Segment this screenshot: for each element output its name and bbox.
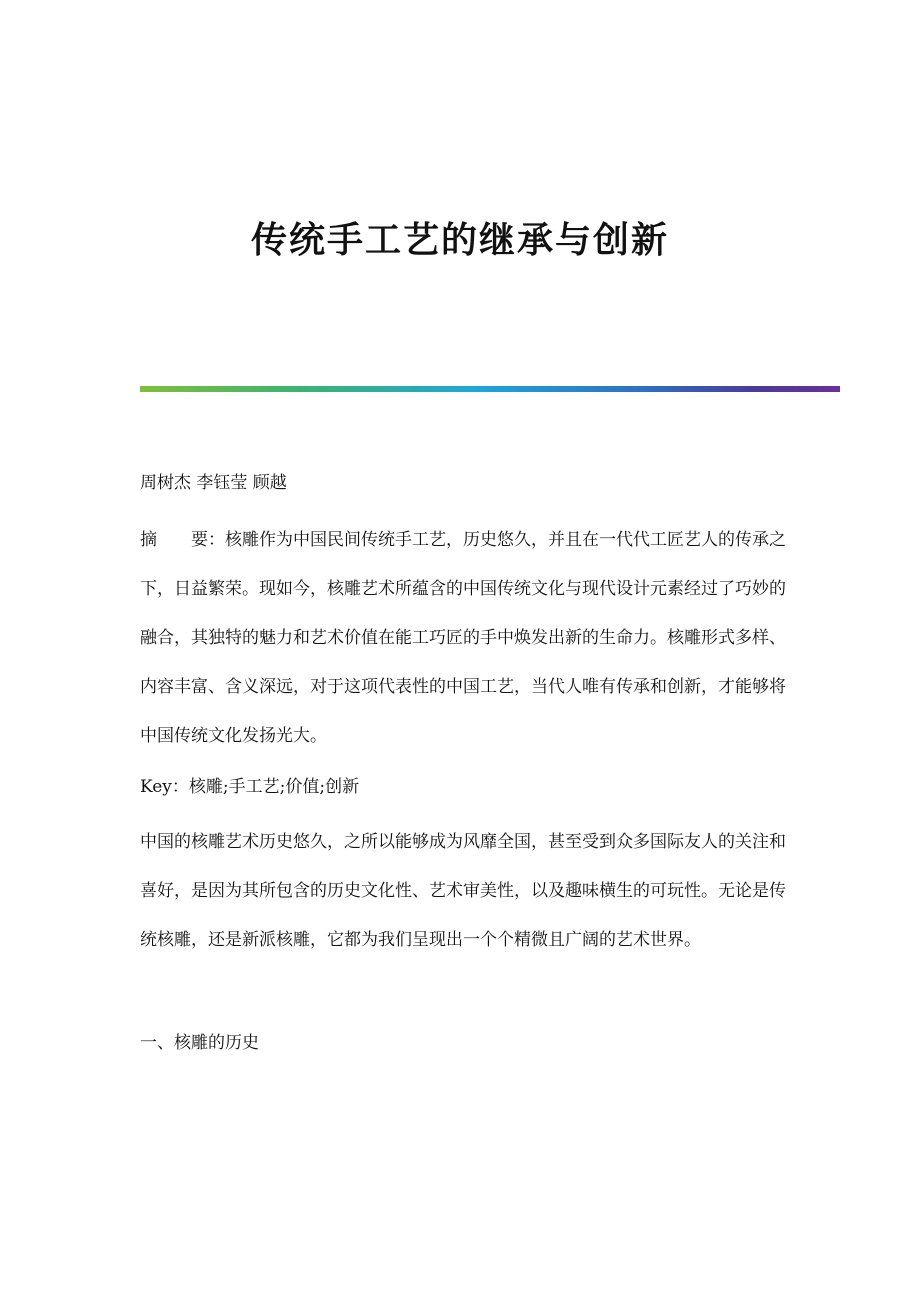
gradient-divider — [140, 386, 840, 392]
section-heading: 一、核雕的历史 — [140, 1033, 259, 1053]
document-title: 传统手工艺的继承与创新 — [250, 219, 669, 261]
keywords-line — [140, 764, 788, 810]
keywords-label: Key： — [140, 777, 189, 797]
abstract-paragraph — [140, 516, 788, 761]
abstract-text: 核雕作为中国民间传统手工艺，历史悠久，并且在一代代工匠艺人的传承之下，日益繁荣。现如今，核雕艺术所蕴含的中国传统文化与现代设计元素经过了巧妙的融合，其独特的魅力和艺术价值在能工巧匠的手中焕发出新的生命力。核雕形式多样、内容丰富、含义深远，对于这项代表性的中国工艺，当代人唯有传承和创新，才能够将中国传统文化发扬光大。 — [140, 530, 786, 746]
authors-line: 周树杰 李钰莹 顾越 — [140, 473, 287, 493]
keywords-text: 核雕;手工艺;价值;创新 — [188, 777, 360, 797]
abstract-label: 摘 要： — [140, 530, 225, 550]
intro-paragraph: 中国的核雕艺术历史悠久，之所以能够成为风靡全国，甚至受到众多国际友人的关注和喜好，是因为其所包含的历史文化性、艺术审美性，以及趣味横生的可玩性。无论是传统核雕，还是新派核雕，它都为我们呈现出一个个精微且广阔的艺术世界。 — [140, 832, 786, 950]
